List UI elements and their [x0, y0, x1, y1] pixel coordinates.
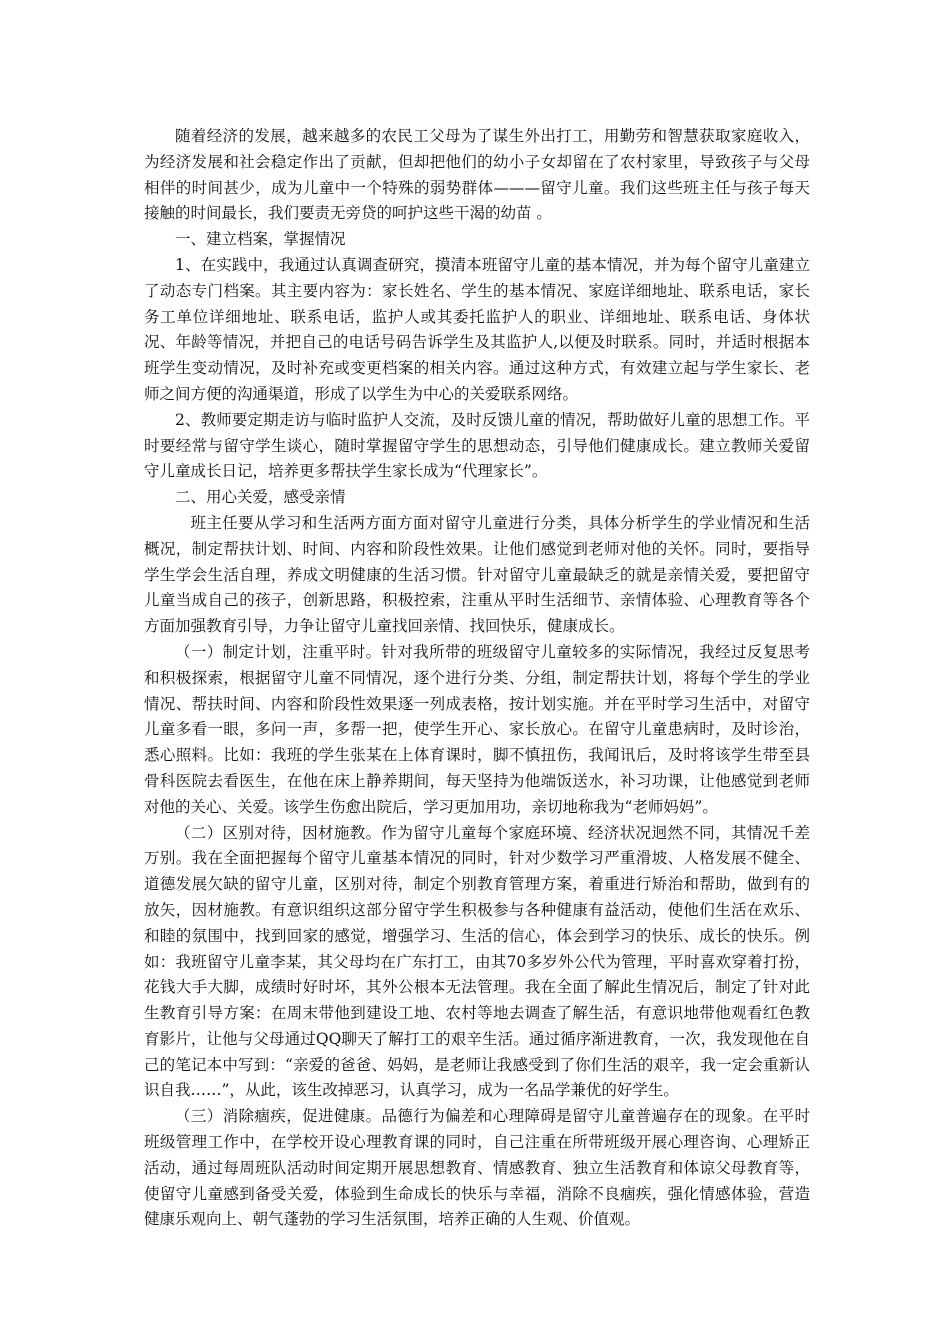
section-2-paragraph-1: 班主任要从学习和生活两方面方面对留守儿童进行分类，具体分析学生的学业情况和生活概况，制定帮扶计划、时间、内容和阶段性效果。让他们感觉到老师对他的关怀。同时，要指导学生学会生活自理，养成文明健康的生活习惯。针对留守儿童最缺乏的就是亲情关爱，要把留守儿童当成自己的孩子，创新思路，积极控索，注重从平时生活细节、亲情体验、心理教育等各个方面加强教育引导，力争让留守儿童找回亲情、找回快乐，健康成长。	[144, 513, 810, 636]
section-1-heading: 一、建立档案，掌握情况	[175, 230, 346, 249]
section-2-paragraph-4: （三）消除痼疾，促进健康。品德行为偏差和心理障碍是留守儿童普遍存在的现象。在平时班级管理工作中，在学校开设心理教育课的同时，自己注重在所带班级开展心理咨询、心理矫正活动，通过每周班队活动时间定期开展思想教育、情感教育、独立生活教育和体谅父母教育等，使留守儿童感到备受关爱，体验到生命成长的快乐与幸福，消除不良痼疾，强化情感体验，营造健康乐观向上、朝气蓬勃的学习生活氛围，培养正确的人生观、价值观。	[144, 1107, 810, 1229]
section-2-heading: 二、用心关爱，感受亲情	[175, 488, 346, 507]
document-page	[144, 124, 810, 1233]
intro-paragraph: 随着经济的发展，越来越多的农民工父母为了谋生外出打工，用勤劳和智慧获取家庭收入，为经济发展和社会稳定作出了贡献，但却把他们的幼小子女却留在了农村家里，导致孩子与父母相伴的时间甚少，成为儿童中一个特殊的弱势群体———留守儿童。我们这些班主任与孩子每天接触的时间最长，我们要责无旁贷的呵护这些干渴的幼苗 。	[144, 127, 810, 223]
section-1-paragraph-1: 1、在实践中，我通过认真调查研究，摸清本班留守儿童的基本情况，并为每个留守儿童建立了动态专门档案。其主要内容为：家长姓名、学生的基本情况、家庭详细地址、联系电话，家长务工单位详细地址、联系电话，监护人或其委托监护人的职业、详细地址、联系电话、身体状况、年龄等情况，并把自己的电话号码告诉学生及其监护人,以便及时联系。同时，并适时根据本班学生变动情况，及时补充或变更档案的相关内容。通过这种方式，有效建立起与学生家长、老师之间方便的沟通渠道，形成了以学生为中心的关爱联系网络。	[144, 255, 810, 403]
section-1-paragraph-2: 2、教师要定期走访与临时监护人交流，及时反馈儿童的情况，帮助做好儿童的思想工作。平时要经常与留守学生谈心，随时掌握留守学生的思想动态，引导他们健康成长。建立教师关爱留守儿童成长日记，培养更多帮扶学生家长成为“代理家长”。	[144, 410, 810, 481]
section-2-paragraph-2: （一）制定计划，注重平时。针对我所带的班级留守儿童较多的实际情况，我经过反复思考和积极探索，根据留守儿童不同情况，逐个进行分类、分组，制定帮扶计划，将每个学生的学业情况、帮扶时间、内容和阶段性效果逐一列成表格，按计划实施。并在平时学习生活中，对留守儿童多看一眼，多问一声，多帮一把，使学生开心、家长放心。在留守儿童患病时，及时诊治，悉心照料。比如：我班的学生张某在上体育课时，脚不慎扭伤，我闻讯后，及时将该学生带至县骨科医院去看医生，在他在床上静养期间，每天坚持为他端饭送水，补习功课，让他感觉到老师对他的关心、关爱。该学生伤愈出院后，学习更加用功，亲切地称我为“老师妈妈”。	[144, 642, 810, 816]
section-2-paragraph-3: （二）区别对待，因材施教。作为留守儿童每个家庭环境、经济状况迥然不同，其情况千差万别。我在全面把握每个留守儿童基本情况的同时，针对少数学习严重滑坡、人格发展不健全、道德发展欠缺的留守儿童，区别对待，制定个别教育管理方案，着重进行矫治和帮助，做到有的放矢，因材施教。有意识组织这部分留守学生积极参与各种健康有益活动，使他们生活在欢乐、和睦的氛围中，找到回家的感觉，增强学习、生活的信心，体会到学习的快乐、成长的快乐。例如：我班留守儿童李某，其父母均在广东打工，由其70多岁外公代为管理，平时喜欢穿着打扮，花钱大手大脚，成绩时好时坏，其外公根本无法管理。我在全面了解此生情况后，制定了针对此生教育引导方案：在周末带他到建设工地、农村等地去调查了解生活，有意识地带他观看红色教育影片，让他与父母通过QQ聊天了解打工的艰辛生活。通过循序渐进教育，一次，我发现他在自己的笔记本中写到：“亲爱的爸爸、妈妈，是老师让我感受到了你们生活的艰辛，我一定会重新认识自我……”，从此，该生改掉恶习，认真学习，成为一名品学兼优的好学生。	[144, 823, 810, 1100]
